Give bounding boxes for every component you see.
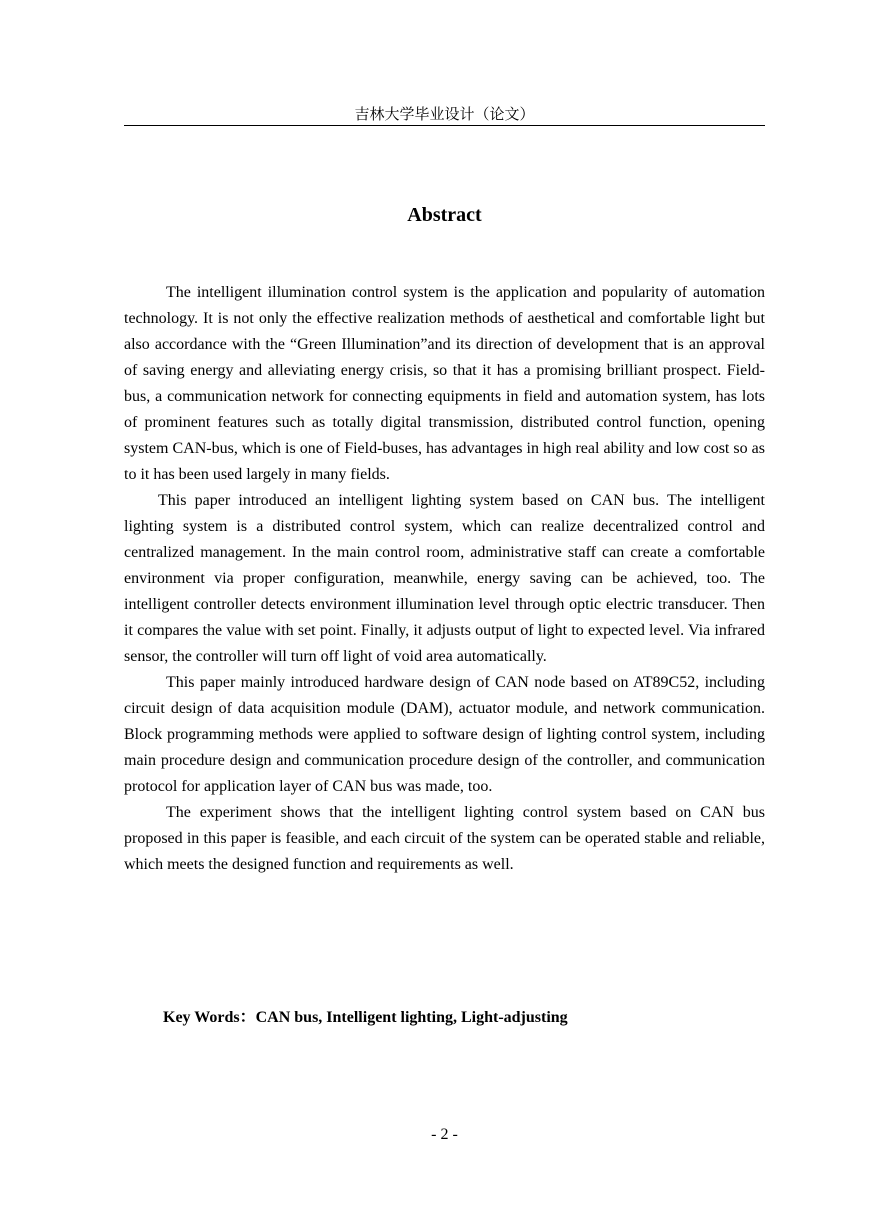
keywords-label: Key Words： <box>163 1009 256 1026</box>
keywords-line <box>163 1005 568 1031</box>
abstract-paragraph-1: The intelligent illumination control system is the application and popularity of automation technology. It is not only the effective realization methods of aesthetical and comfortable light but also accordance with the “Green Illumination”and its direction of development that is an approval of saving energy and alleviating energy crisis, so that it has a promising brilliant prospect. Field-bus, a communication network for connecting equipments in field and automation system, has lots of prominent features such as totally digital transmission, distributed control function, opening system CAN-bus, which is one of Field-buses, has advantages in high real ability and low cost so as to it has been used largely in many fields. <box>124 284 765 483</box>
abstract-body <box>124 280 765 878</box>
abstract-paragraph-4: The experiment shows that the intelligent lighting control system based on CAN bus proposed in this paper is feasible, and each circuit of the system can be operated stable and reliable, which meets the designed function and requirements as well. <box>124 804 765 873</box>
abstract-title: Abstract <box>407 204 482 226</box>
keywords-terms: CAN bus, Intelligent lighting, Light-adjusting <box>255 1009 568 1026</box>
abstract-paragraph-3: This paper mainly introduced hardware design of CAN node based on AT89C52, including circuit design of data acquisition module (DAM), actuator module, and network communication. Block programming methods were applied to software design of lighting control system, including main procedure design and communication procedure design of the controller, and communication protocol for application layer of CAN bus was made, too. <box>124 674 765 795</box>
abstract-paragraph-2: This paper introduced an intelligent lighting system based on CAN bus. The intelligent lighting system is a distributed control system, which can realize decentralized control and centralized management. In the main control room, administrative staff can create a comfortable environment via proper configuration, meanwhile, energy saving can be achieved, too. The intelligent controller detects environment illumination level through optic electric transducer. Then it compares the value with set point. Finally, it adjusts output of light to expected level. Via infrared sensor, the controller will turn off light of void area automatically. <box>124 492 765 665</box>
page-number: - 2 - <box>431 1126 458 1143</box>
header-rule <box>124 125 765 126</box>
page-header: 吉林大学毕业设计（论文） <box>354 105 535 123</box>
